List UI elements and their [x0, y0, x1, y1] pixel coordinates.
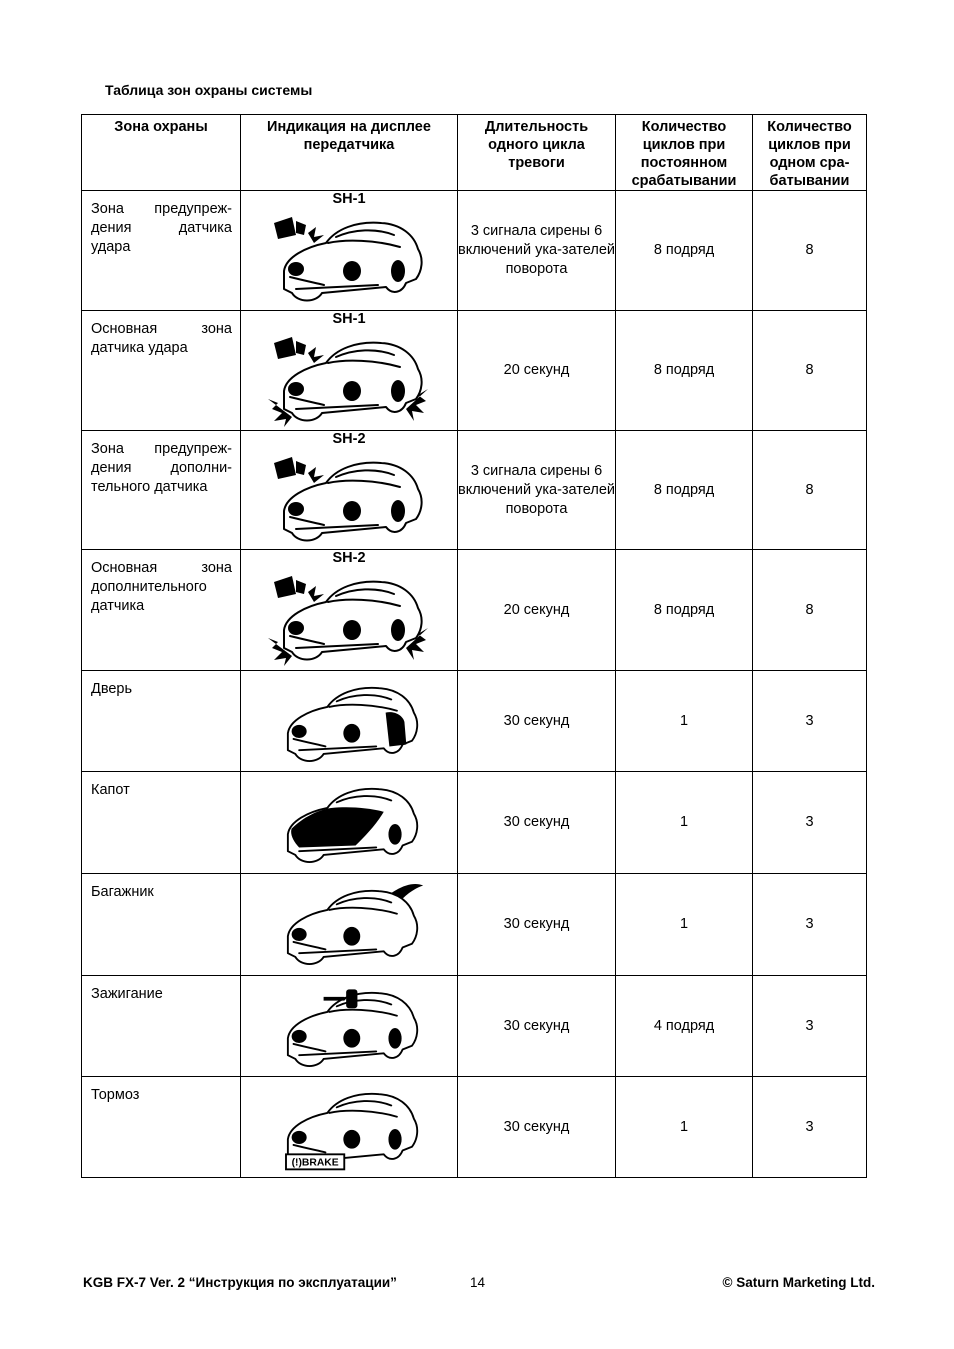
- sensor-label: SH-2: [332, 431, 366, 447]
- brake-badge-text: (!)BRAKE: [291, 1157, 339, 1169]
- cycles-constant-cell: 1: [616, 874, 753, 976]
- cycles-single-cell: 8: [753, 431, 867, 550]
- duration-cell: 30 секунд: [458, 772, 616, 874]
- zone-name: Капот: [82, 772, 241, 874]
- duration-cell: 20 секунд: [458, 550, 616, 671]
- header-cycles-single: Количество циклов при одном сра-батывании: [753, 115, 867, 191]
- cycles-single-cell: 3: [753, 976, 867, 1077]
- car-door-icon: [266, 675, 431, 769]
- table-row: [82, 311, 867, 431]
- cycles-constant-cell: 1: [616, 772, 753, 874]
- cycles-constant-cell: 8 подряд: [616, 191, 753, 311]
- cycles-constant-cell: 1: [616, 671, 753, 772]
- security-zones-table: [81, 114, 867, 1178]
- sensor-label: SH-1: [332, 191, 366, 207]
- table-row: [82, 431, 867, 550]
- zone-name: Основная зона датчика удара: [82, 311, 241, 431]
- table-row: [82, 1077, 867, 1178]
- table-row: [82, 874, 867, 976]
- zone-name: Багажник: [82, 874, 241, 976]
- duration-cell: 3 сигнала сирены 6 включений ука-зателей поворота: [458, 431, 616, 550]
- zone-name: Зажигание: [82, 976, 241, 1077]
- indication-cell: [241, 1077, 458, 1178]
- duration-cell: 20 секунд: [458, 311, 616, 431]
- zone-name: Тормоз: [82, 1077, 241, 1178]
- table-row: [82, 191, 867, 311]
- car-extra-sensor-main-icon: [266, 568, 431, 668]
- cycles-single-cell: 3: [753, 874, 867, 976]
- duration-cell: 30 секунд: [458, 1077, 616, 1178]
- car-hood-icon: [266, 776, 431, 870]
- cycles-single-cell: 8: [753, 550, 867, 671]
- indication-cell: [241, 671, 458, 772]
- cycles-single-cell: 3: [753, 1077, 867, 1178]
- cycles-constant-cell: 8 подряд: [616, 311, 753, 431]
- cycles-constant-cell: 1: [616, 1077, 753, 1178]
- footer-copyright: © Saturn Marketing Ltd.: [722, 1275, 875, 1290]
- cycles-single-cell: 3: [753, 671, 867, 772]
- zone-name: Основная зона дополнительного датчика: [82, 550, 241, 671]
- indication-cell: [241, 191, 458, 311]
- table-row: [82, 772, 867, 874]
- indication-cell: [241, 976, 458, 1077]
- sensor-label: SH-2: [332, 550, 366, 566]
- indication-cell: [241, 550, 458, 671]
- header-indication: Индикация на дисплее передатчика: [241, 115, 458, 191]
- cycles-single-cell: 8: [753, 191, 867, 311]
- cycles-single-cell: 8: [753, 311, 867, 431]
- sensor-label: SH-1: [332, 311, 366, 327]
- zone-name: Зона предупреж-дения дополни-тельного датчика: [82, 431, 241, 550]
- header-zone: Зона охраны: [82, 115, 241, 191]
- duration-cell: 3 сигнала сирены 6 включений ука-зателей поворота: [458, 191, 616, 311]
- car-extra-sensor-warning-icon: [266, 449, 431, 549]
- indication-cell: [241, 874, 458, 976]
- table-row: [82, 671, 867, 772]
- duration-cell: 30 секунд: [458, 976, 616, 1077]
- header-cycles-constant: Количество циклов при постоянном срабатывании: [616, 115, 753, 191]
- duration-cell: 30 секунд: [458, 671, 616, 772]
- zone-name: Зона предупреж-дения датчика удара: [82, 191, 241, 311]
- indication-cell: [241, 431, 458, 550]
- cycles-single-cell: 3: [753, 772, 867, 874]
- car-brake-icon: [266, 1081, 431, 1175]
- header-duration: Длительность одного цикла тревоги: [458, 115, 616, 191]
- page-title: Таблица зон охраны системы: [105, 82, 313, 98]
- zone-name: Дверь: [82, 671, 241, 772]
- car-shock-warning-icon: [266, 209, 431, 309]
- indication-cell: [241, 772, 458, 874]
- car-shock-main-icon: [266, 329, 431, 429]
- footer-page-number: 14: [470, 1275, 486, 1290]
- table-row: [82, 976, 867, 1077]
- duration-cell: 30 секунд: [458, 874, 616, 976]
- cycles-constant-cell: 8 подряд: [616, 431, 753, 550]
- table-header-row: [82, 115, 867, 191]
- car-ignition-icon: [266, 980, 431, 1074]
- cycles-constant-cell: 8 подряд: [616, 550, 753, 671]
- table-row: [82, 550, 867, 671]
- car-trunk-icon: [266, 878, 431, 972]
- footer-document-title: KGB FX-7 Ver. 2 “Инструкция по эксплуатации”: [83, 1275, 397, 1290]
- cycles-constant-cell: 4 подряд: [616, 976, 753, 1077]
- indication-cell: [241, 311, 458, 431]
